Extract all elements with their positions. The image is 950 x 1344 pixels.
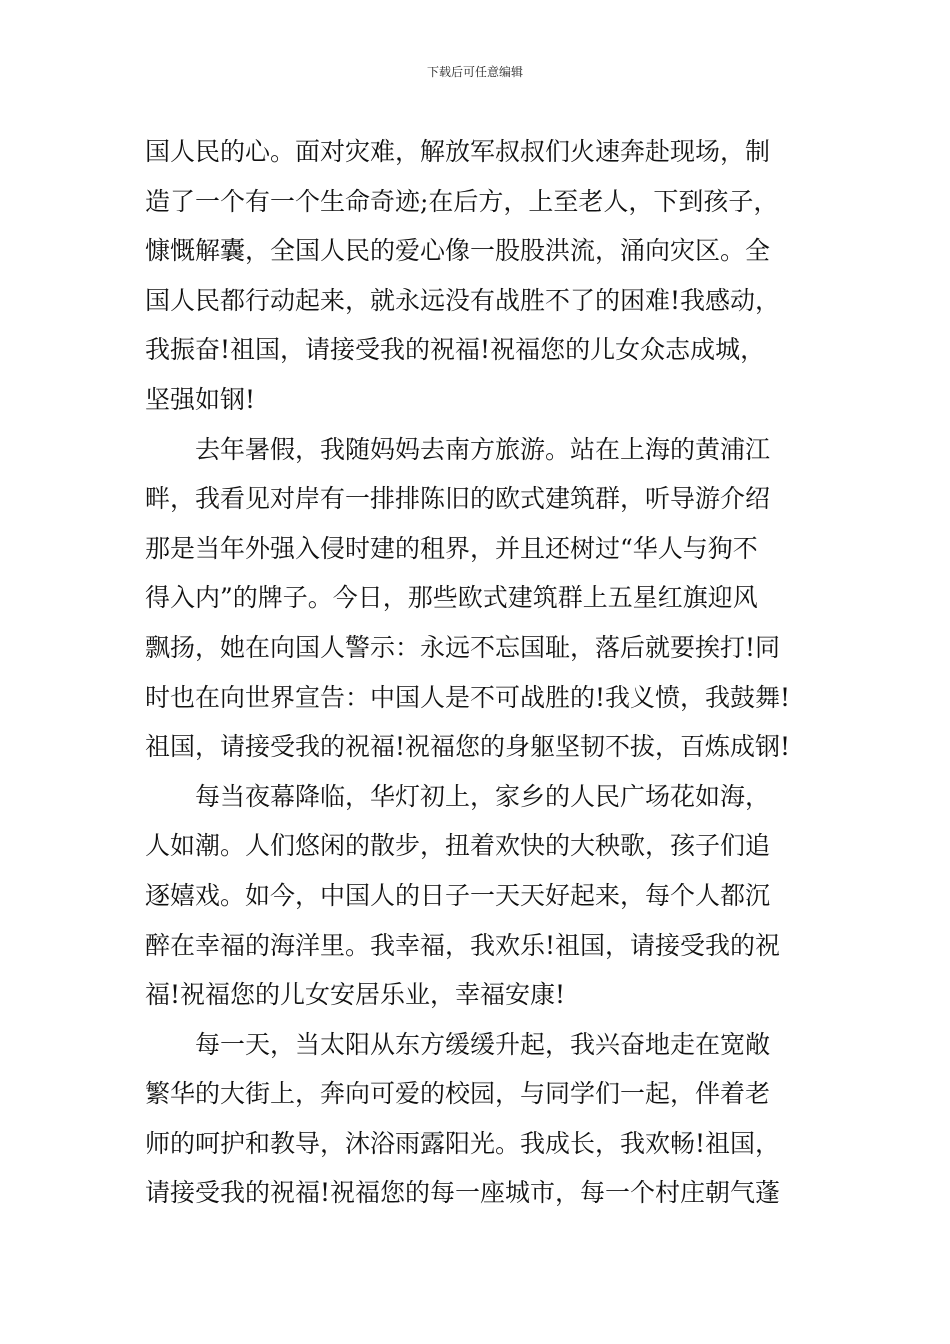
text-line: 国人民的心。面对灾难，解放军叔叔们火速奔赴现场，制 xyxy=(145,137,771,166)
text-line: 请接受我的祝福!祝福您的每一座城市，每一个村庄朝气蓬 xyxy=(145,1178,781,1208)
text-line: 坚强如钢! xyxy=(145,384,256,414)
text-line: 造了一个有一个生命奇迹;在后方，上至老人，下到孩子， xyxy=(145,186,779,216)
text-line: 祖国，请接受我的祝福!祝福您的身躯坚韧不拔，百炼成钢! xyxy=(145,732,791,762)
text-line: 飘扬，她在向国人警示：永远不忘国耻，落后就要挨打!同 xyxy=(145,632,781,662)
text-line: 师的呵护和教导，沐浴雨露阳光。我成长，我欢畅!祖国， xyxy=(145,1128,781,1158)
text-line: 福!祝福您的儿女安居乐业，幸福安康! xyxy=(145,980,566,1010)
text-line: 每当夜幕降临，华灯初上，家乡的人民广场花如海， xyxy=(195,781,771,811)
text-line: 时也在向世界宣告：中国人是不可战胜的!我义愤，我鼓舞! xyxy=(145,682,791,712)
document-body xyxy=(145,127,835,1218)
text-line: 慷慨解囊，全国人民的爱心像一股股洪流，涌向灾区。全 xyxy=(145,236,771,266)
text-line: 醉在幸福的海洋里。我幸福，我欢乐!祖国，请接受我的祝 xyxy=(145,930,781,960)
text-line: 去年暑假，我随妈妈去南方旅游。站在上海的黄浦江 xyxy=(195,434,771,464)
text-line: 得入内”的牌子。今日，那些欧式建筑群上五星红旗迎风 xyxy=(145,583,758,613)
text-line: 那是当年外强入侵时建的租界，并且还树过“华人与狗不 xyxy=(145,533,758,563)
text-line: 每一天，当太阳从东方缓缓升起，我兴奋地走在宽敞 xyxy=(195,1029,771,1059)
text-line: 人如潮。人们悠闲的散步，扭着欢快的大秧歌，孩子们追 xyxy=(145,831,771,861)
text-line: 我振奋!祖国，请接受我的祝福!祝福您的儿女众志成城， xyxy=(145,335,766,365)
text-line: 繁华的大街上，奔向可爱的校园，与同学们一起，伴着老 xyxy=(145,1079,771,1109)
text-line: 逐嬉戏。如今，中国人的日子一天天好起来，每个人都沉 xyxy=(145,880,771,910)
page-header: 下载后可任意编辑 xyxy=(426,65,523,79)
text-line: 畔，我看见对岸有一排排陈旧的欧式建筑群，听导游介绍 xyxy=(145,484,771,514)
text-line: 国人民都行动起来，就永远没有战胜不了的困难!我感动， xyxy=(145,285,781,315)
